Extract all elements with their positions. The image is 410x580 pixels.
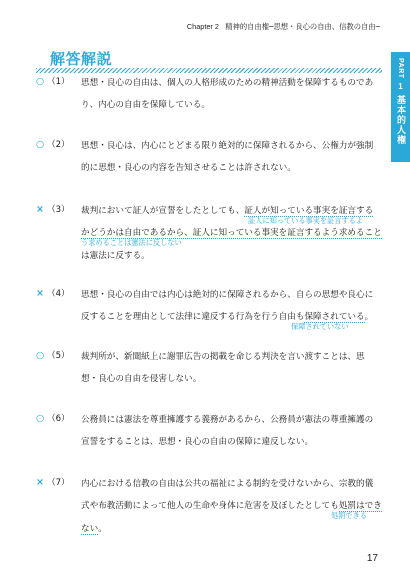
correct-mark-icon: ○ xyxy=(36,139,45,150)
item-text-line: 思想・良心の自由では内心は絶対的に保障されるから、自らの思想や良心に xyxy=(81,290,374,300)
item-text-line xyxy=(81,310,373,322)
item-text-line: 宣誓をすることは、思想・良心の自由の保障に違反しない。 xyxy=(81,437,314,447)
page-number: 17 xyxy=(366,553,378,564)
running-header xyxy=(187,22,380,32)
correct-mark-icon: ○ xyxy=(36,76,45,87)
item-text-line: り、内心の自由を保障している。 xyxy=(81,100,210,110)
correction-note: う求めることは憲法に反しない xyxy=(81,238,182,247)
section-title: 解答解説 xyxy=(50,50,113,68)
item-text-line: 想・良心の自由を侵害しない。 xyxy=(81,374,202,384)
item-text: 式や布教活動によって他人の生命や身体に危害を及ぼしたとしても xyxy=(81,501,339,511)
item-number: （6） xyxy=(47,414,70,424)
item-text: 反することを理由として法律に違反する行為を行う自由も xyxy=(81,312,305,322)
chapter-label: Chapter 2 xyxy=(186,22,219,31)
item-text-line: は憲法に反する。 xyxy=(81,251,150,261)
item-number: （7） xyxy=(47,478,70,488)
error-underline-text: 証人が知っている事実を証言する xyxy=(244,206,374,216)
item-text-line xyxy=(81,226,382,238)
error-underline-text: 保障されている xyxy=(304,312,365,322)
correct-mark-icon: ○ xyxy=(36,413,45,424)
error-underline-text: かどうかは自由であるから、証人に知っている事実を証言するよう求めること xyxy=(81,228,382,238)
item-text: 裁判において証人が宣誓をしたとしても、 xyxy=(81,206,245,216)
part-title: 基本的人権 xyxy=(395,94,405,145)
item-text-line: 裁判所が、新聞紙上に謝罪広告の掲載を命じる判決を言い渡すことは、思 xyxy=(81,352,365,362)
item-text-line xyxy=(81,522,107,534)
error-underline-text: 処罰はでき xyxy=(338,501,382,511)
correct-mark-icon: ○ xyxy=(36,350,45,361)
item-text: 。 xyxy=(364,312,374,322)
item-number: （3） xyxy=(47,205,70,215)
item-number: （5） xyxy=(47,351,70,361)
correction-note: 処罰できる xyxy=(331,511,367,520)
chapter-title: 精神的自由権─思想・良心の自由、信教の自由─ xyxy=(225,22,380,31)
part-number: 1 xyxy=(398,81,403,91)
part-side-tab xyxy=(391,52,410,162)
part-label: PART xyxy=(397,58,404,79)
wrong-mark-icon: × xyxy=(36,204,44,215)
title-hatch-bar xyxy=(36,68,382,73)
item-text-line: 公務員には憲法を尊重擁護する義務があるから、公務員が憲法の尊重擁護の xyxy=(81,415,374,425)
correction-note: 保障されていない xyxy=(291,322,349,331)
wrong-mark-icon: × xyxy=(36,477,44,488)
item-number: （2） xyxy=(47,140,70,150)
item-text-line: 思想・良心の自由は、個人の人格形成のための精神活動を保障するものであ xyxy=(81,78,374,88)
item-number: （4） xyxy=(47,289,70,299)
error-underline-text: ない xyxy=(81,524,99,534)
item-number: （1） xyxy=(47,77,70,87)
item-text-line: 的に思想・良心の内容を告知させることは許されない。 xyxy=(81,163,296,173)
item-text-line xyxy=(81,499,382,511)
correction-note: 証人に知っている事実を証言するよ xyxy=(248,216,364,225)
section-title-block xyxy=(36,48,382,74)
item-text: 。 xyxy=(98,524,107,534)
item-text-line: 思想・良心は、内心にとどまる限り絶対的に保障されるから、公権力が強制 xyxy=(81,141,374,151)
item-text-line xyxy=(81,204,373,216)
item-text-line: 内心における信教の自由は公共の福祉による制約を受けないから、宗教的儀 xyxy=(81,479,374,489)
wrong-mark-icon: × xyxy=(36,288,44,299)
